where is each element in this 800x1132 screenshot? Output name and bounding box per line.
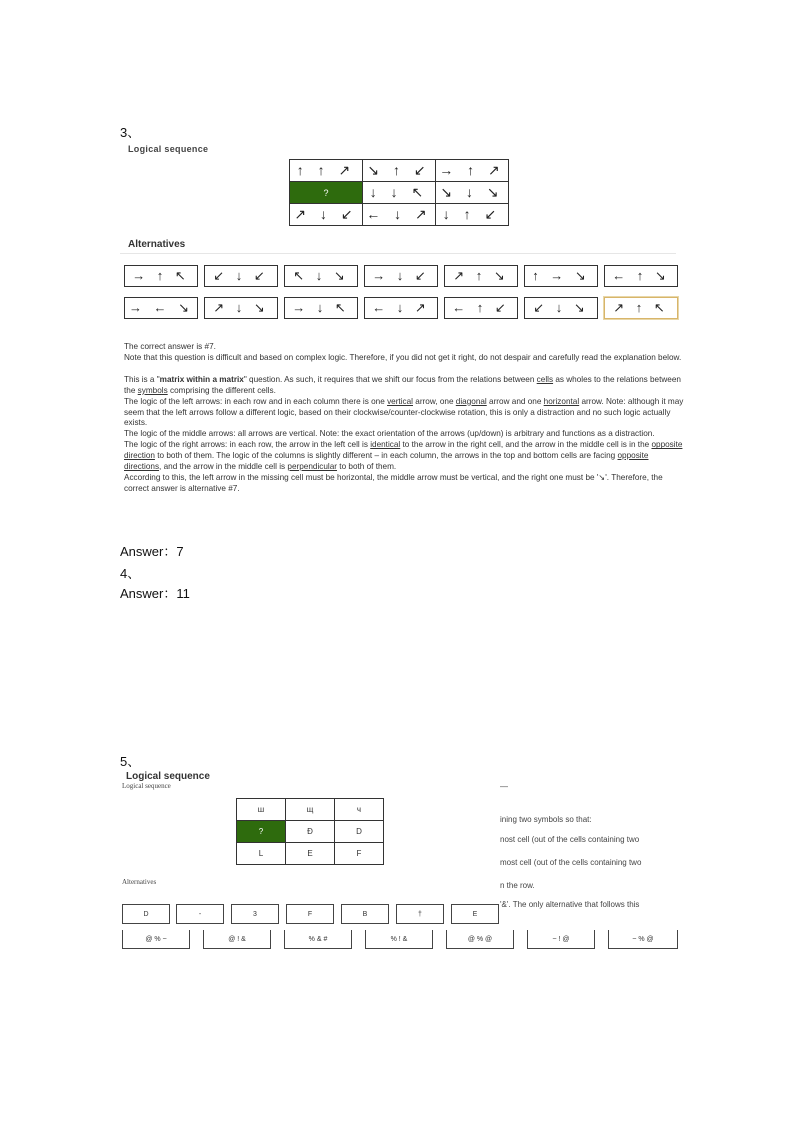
q5-fragment: — bbox=[500, 782, 508, 791]
q5-alternative-13[interactable]: ~ ! @ bbox=[527, 930, 595, 949]
q3-cell: ↘ ↑ ↙ bbox=[363, 160, 436, 182]
q3-cell: ↑ ↑ ↗ bbox=[290, 160, 363, 182]
q5-alternative-10[interactable]: % & # bbox=[284, 930, 352, 949]
q3-alternative-7[interactable]: ← ↑ ↘ bbox=[604, 265, 678, 287]
q5-fragment: '&'. The only alternative that follows this bbox=[500, 900, 640, 909]
q3-answer: Answer：7 bbox=[120, 544, 184, 559]
q3-cell: ↓ ↓ ↖ bbox=[363, 182, 436, 204]
q4-answer: Answer：11 bbox=[120, 586, 190, 601]
q3-alternative-10[interactable]: → ↓ ↖ bbox=[284, 297, 358, 319]
q5-alternatives-label: Alternatives bbox=[122, 878, 157, 886]
q5-cell: ш bbox=[237, 799, 286, 821]
q3-cell: → ↑ ↗ bbox=[436, 160, 509, 182]
q5-fragment: ining two symbols so that: bbox=[500, 815, 592, 824]
q5-cell: Ð bbox=[286, 821, 335, 843]
q3-explanation bbox=[124, 342, 684, 495]
q3-alternative-4[interactable]: → ↓ ↙ bbox=[364, 265, 438, 287]
explanation-paragraph: This is a "matrix within a matrix" question. As such, it requires that we shift our focus from the relations between cells as wholes to the relations between the symbols comprising the different cells. bbox=[124, 374, 681, 395]
q5-alternative-12[interactable]: @ % @ bbox=[446, 930, 514, 949]
q3-matrix bbox=[289, 159, 509, 226]
q5-alternative-14[interactable]: ~ % @ bbox=[608, 930, 678, 949]
explanation-line: The correct answer is #7. bbox=[124, 342, 216, 351]
explanation-paragraph: The logic of the middle arrows: all arrows are vertical. Note: the exact orientation of the arrows (up/down) is arbitrary and functions as a distraction. bbox=[124, 429, 655, 439]
q3-cell: ↗ ↓ ↙ bbox=[290, 204, 363, 226]
explanation-paragraph: The logic of the right arrows: in each row, the arrow in the left cell is identical to the arrow in the right cell, and the arrow in the middle cell is in the opposite direction to both of them. The logic of the columns is slightly different – in each column, the arrows in the top and bottom cells are facing opposite directions, and the arrow in the middle cell is perpendicular to both of them. bbox=[124, 440, 683, 472]
q5-alternative-9[interactable]: @ ! & bbox=[203, 930, 271, 949]
question-4-number: 4、 bbox=[120, 566, 141, 581]
q3-alternatives-label: Alternatives bbox=[128, 239, 186, 250]
q3-alternative-3[interactable]: ↖ ↓ ↘ bbox=[284, 265, 358, 287]
q5-alternative-7[interactable]: E bbox=[451, 904, 499, 924]
q3-missing-cell: ? bbox=[290, 182, 363, 204]
divider bbox=[120, 253, 676, 254]
q5-fragment: n the row. bbox=[500, 881, 535, 890]
q3-alternative-2[interactable]: ↙ ↓ ↙ bbox=[204, 265, 278, 287]
q3-alternative-11[interactable]: ← ↓ ↗ bbox=[364, 297, 438, 319]
q3-alternative-12[interactable]: ← ↑ ↙ bbox=[444, 297, 518, 319]
question-5-number: 5、 bbox=[120, 754, 141, 769]
q5-alternative-3[interactable]: 3 bbox=[231, 904, 279, 924]
q3-alternative-9[interactable]: ↗ ↓ ↘ bbox=[204, 297, 278, 319]
q5-cell: L bbox=[237, 843, 286, 865]
q5-cell: D bbox=[335, 821, 384, 843]
q3-alternative-1[interactable]: → ↑ ↖ bbox=[124, 265, 198, 287]
q5-alternative-6[interactable]: † bbox=[396, 904, 444, 924]
q5-alternative-1[interactable]: D bbox=[122, 904, 170, 924]
q3-alternative-8[interactable]: → ← ↘ bbox=[124, 297, 198, 319]
q5-cell: E bbox=[286, 843, 335, 865]
q5-cell: ч bbox=[335, 799, 384, 821]
q3-alternative-13[interactable]: ↙ ↓ ↘ bbox=[524, 297, 598, 319]
q5-subtitle: Logical sequence bbox=[122, 782, 171, 790]
q3-section-label: Logical sequence bbox=[128, 144, 209, 154]
q5-matrix bbox=[236, 798, 384, 865]
q5-cell: щ bbox=[286, 799, 335, 821]
q3-cell: ↘ ↓ ↘ bbox=[436, 182, 509, 204]
q3-alternative-14-selected[interactable]: ↗ ↑ ↖ bbox=[604, 297, 678, 319]
q5-alternative-11[interactable]: % ! & bbox=[365, 930, 433, 949]
q5-cell: F bbox=[335, 843, 384, 865]
q5-fragment: most cell (out of the cells containing two bbox=[500, 858, 642, 867]
q5-alternative-8[interactable]: @ % ~ bbox=[122, 930, 190, 949]
q3-cell: ↓ ↑ ↙ bbox=[436, 204, 509, 226]
q5-title: Logical sequence bbox=[126, 771, 210, 782]
explanation-paragraph: According to this, the left arrow in the missing cell must be horizontal, the middle arrow must be vertical, and the right one must be '↘'. Therefore, the correct answer is alternative #7. bbox=[124, 472, 663, 493]
q3-alternative-5[interactable]: ↗ ↑ ↘ bbox=[444, 265, 518, 287]
q5-alternative-4[interactable]: F bbox=[286, 904, 334, 924]
q5-fragment: nost cell (out of the cells containing two bbox=[500, 835, 640, 844]
q5-alternative-2[interactable]: - bbox=[176, 904, 224, 924]
question-3-number: 3、 bbox=[120, 125, 141, 140]
q5-missing-cell: ? bbox=[237, 821, 286, 843]
q3-cell: ← ↓ ↗ bbox=[363, 204, 436, 226]
q5-alternative-5[interactable]: B bbox=[341, 904, 389, 924]
explanation-paragraph: The logic of the left arrows: in each row and in each column there is one vertical arrow, one diagonal arrow and one horizontal arrow. Note: although it may seem that the left arrows follow a different logic, based on their clockwise/counter-clockwise rotation, this is only a distraction and no such logic actually exists. bbox=[124, 396, 684, 428]
q3-alternative-6[interactable]: ↑ → ↘ bbox=[524, 265, 598, 287]
explanation-line: Note that this question is difficult and based on complex logic. Therefore, if you did not get it right, do not despair and carefully read the explanation below. bbox=[124, 352, 682, 362]
